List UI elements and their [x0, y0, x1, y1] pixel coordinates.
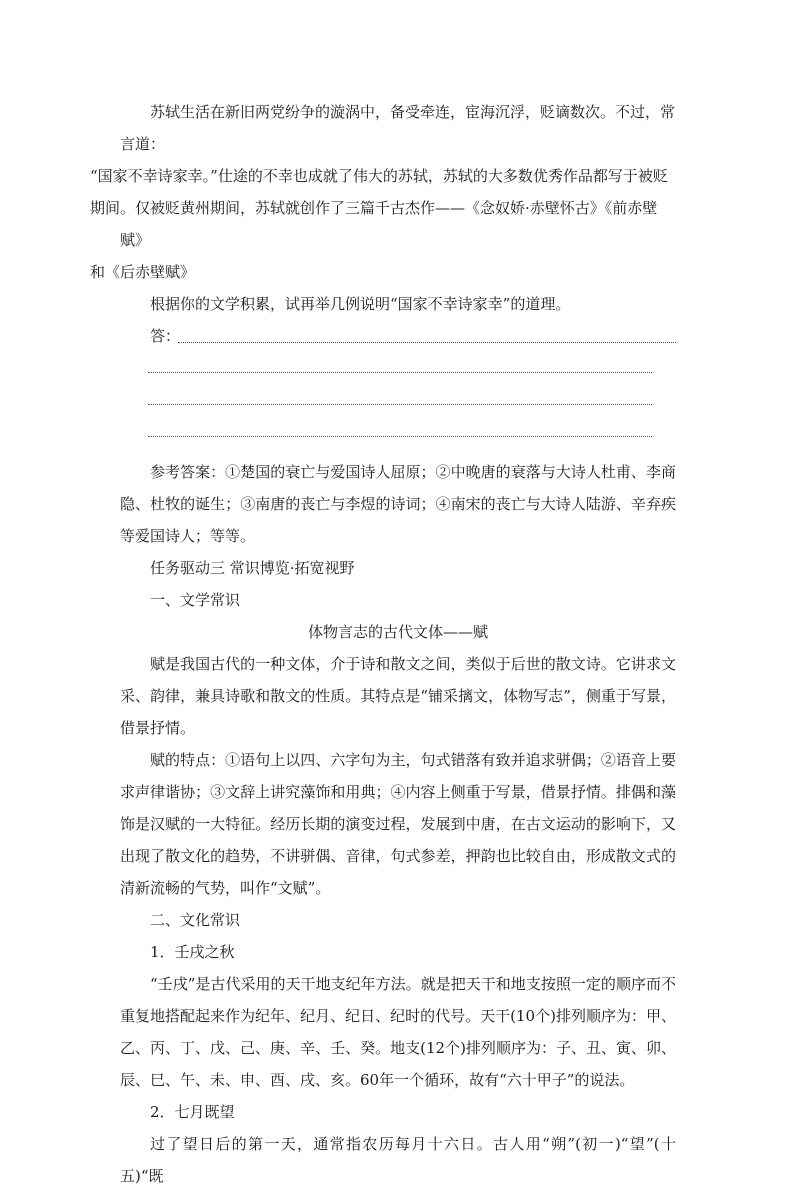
intro-line-1: 苏轼生活在新旧两党纷争的漩涡中，备受牵连，宦海沉浮，贬谪数次。不过，常言道：	[120, 103, 676, 153]
item-text-jiwang: 过了望日后的第一天，通常指农历每月十六日。古人用“朔”(初一)“望”(十五)“既	[120, 1135, 676, 1185]
answer-dotted-line	[148, 404, 652, 405]
question-text: 根据你的文学积累，试再举几例说明“国家不幸诗家幸”的道理。	[150, 295, 571, 313]
fu-title: 体物言志的古代文体——赋	[307, 623, 488, 641]
section-heading-culture: 二、文化常识	[150, 911, 241, 929]
item-heading-jiwang: 2．七月既望	[150, 1103, 235, 1121]
answer-line-2[interactable]	[120, 352, 676, 384]
intro-line-3: 期间。仅被贬黄州期间，苏轼就创作了三篇千古杰作——《念奴娇·赤壁怀古》《前赤壁赋》	[90, 199, 658, 249]
document-page	[90, 96, 676, 1192]
intro-line-4: 和《后赤壁赋》	[90, 263, 196, 281]
answer-line-1[interactable]	[120, 320, 676, 352]
task-heading: 任务驱动三 常识博览·拓宽视野	[150, 559, 355, 577]
item-text-renxu: “壬戌”是古代采用的天干地支纪年方法。就是把天干和地支按照一定的顺序而不重复地搭配起来作为纪年、纪月、纪日、纪时的代号。天干(10个)排列顺序为：甲、乙、丙、丁、戊、己、庚、辛、壬、癸。地支(12个)排列顺序为：子、丑、寅、卯、辰、巳、午、未、申、酉、戌、亥。60年一个循环，故有“六十甲子”的说法。	[120, 975, 676, 1089]
fu-paragraph-1: 赋是我国古代的一种文体，介于诗和散文之间，类似于后世的散文诗。它讲求文采、韵律，兼具诗歌和散文的性质。其特点是“铺采摛文，体物写志”，侧重于写景，借景抒情。	[120, 655, 676, 737]
fu-paragraph-2: 赋的特点：①语句上以四、六字句为主，句式错落有致并追求骈偶；②语音上要求声律谐协；③文辞上讲究藻饰和用典；④内容上侧重于写景，借景抒情。排偶和藻饰是汉赋的一大特征。经历长期的演变过程，发展到中唐，在古文运动的影响下，又出现了散文化的趋势，不讲骈偶、音律，句式参差，押韵也比较自由，形成散文式的清新流畅的气势，叫作“文赋”。	[120, 751, 676, 897]
answer-line-4[interactable]	[120, 416, 676, 448]
answer-dotted-line	[148, 436, 652, 437]
answer-dotted-line	[178, 342, 676, 343]
section-heading-literature: 一、文学常识	[150, 591, 241, 609]
answer-label: 答：	[150, 327, 181, 345]
intro-paragraph	[90, 96, 676, 288]
answer-line-3[interactable]	[120, 384, 676, 416]
answer-dotted-line	[148, 372, 652, 373]
reference-answer: 参考答案：①楚国的衰亡与爱国诗人屈原；②中晚唐的衰落与大诗人杜甫、李商隐、杜牧的诞生；③南唐的丧亡与李煜的诗词；④南宋的丧亡与大诗人陆游、辛弃疾等爱国诗人；等等。	[120, 463, 676, 545]
intro-line-2: “国家不幸诗家幸。”仕途的不幸也成就了伟大的苏轼，苏轼的大多数优秀作品都写于被贬	[90, 167, 668, 185]
item-heading-renxu: 1．壬戌之秋	[150, 943, 235, 961]
